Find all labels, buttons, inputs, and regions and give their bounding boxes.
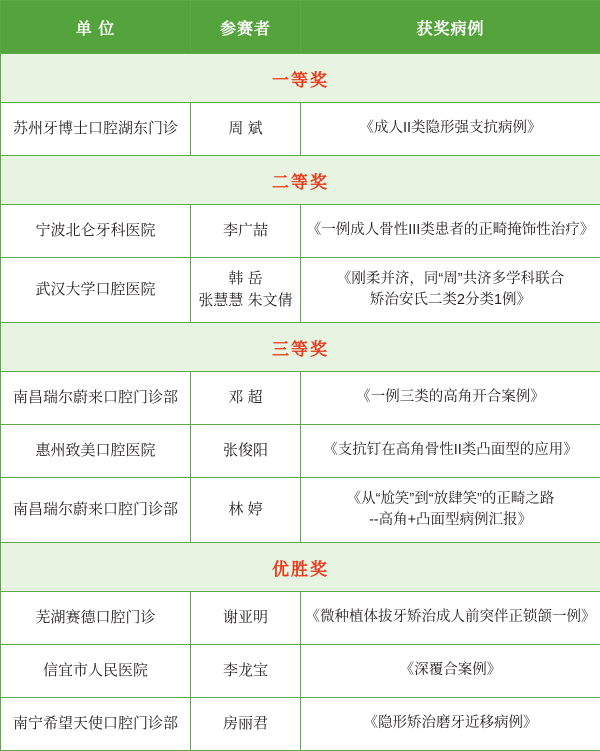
table-cell-case-line: 《隐形矫治磨牙近移病例》 xyxy=(301,713,600,734)
table-cell-unit xyxy=(1,103,191,156)
table-cell-participant-line: 李龙宝 xyxy=(191,660,300,682)
table-cell-case-line: 《一例三类的高角开合案例》 xyxy=(301,387,600,408)
table-cell-case xyxy=(301,478,600,543)
table-cell-unit-line: 芜湖赛德口腔门诊 xyxy=(1,607,190,629)
table-cell-unit xyxy=(1,372,191,425)
column-header-participant: 参赛者 xyxy=(191,1,301,54)
table-cell-participant-line: 林 婷 xyxy=(191,499,300,521)
table-cell-participant-line: 谢亚明 xyxy=(191,607,300,629)
table-cell-participant-line: 张慧慧 朱文倩 xyxy=(191,290,300,312)
table-cell-participant xyxy=(191,698,301,751)
award-section-row xyxy=(1,156,600,205)
table-row xyxy=(1,103,600,156)
table-cell-case-line: 《刚柔并济，同“周”共济多学科联合 xyxy=(301,269,600,290)
table-row xyxy=(1,645,600,698)
table-cell-unit-line: 南昌瑞尔蔚来口腔门诊部 xyxy=(1,387,190,409)
award-section-row xyxy=(1,54,600,103)
table-cell-unit xyxy=(1,592,191,645)
table-cell-case xyxy=(301,103,600,156)
table-cell-participant xyxy=(191,478,301,543)
column-header-unit: 单 位 xyxy=(1,1,191,54)
table-cell-unit-line: 信宜市人民医院 xyxy=(1,660,190,682)
table-cell-case xyxy=(301,425,600,478)
table-cell-unit xyxy=(1,478,191,543)
table-cell-unit xyxy=(1,425,191,478)
table-row xyxy=(1,425,600,478)
table-cell-unit-line: 南宁希望天使口腔门诊部 xyxy=(1,713,190,735)
table-cell-unit-line: 南昌瑞尔蔚来口腔门诊部 xyxy=(1,499,190,521)
table-cell-unit-line: 宁波北仑牙科医院 xyxy=(1,220,190,242)
award-section-label: 优胜奖 xyxy=(1,543,600,592)
table-cell-participant xyxy=(191,645,301,698)
table-cell-participant-line: 房丽君 xyxy=(191,713,300,735)
table-cell-participant xyxy=(191,592,301,645)
table-header xyxy=(1,1,600,54)
column-header-case: 获奖病例 xyxy=(301,1,600,54)
table-row xyxy=(1,205,600,258)
award-section-row xyxy=(1,323,600,372)
table-cell-participant-line: 周 斌 xyxy=(191,118,300,140)
table-cell-participant xyxy=(191,258,301,323)
table-body xyxy=(1,54,600,751)
table-cell-participant xyxy=(191,372,301,425)
table-cell-case xyxy=(301,258,600,323)
table-cell-case xyxy=(301,592,600,645)
table-cell-participant-line: 邓 超 xyxy=(191,387,300,409)
table-cell-unit xyxy=(1,645,191,698)
table-cell-case-line: 《从“尬笑”到“放肆笑”的正畸之路 xyxy=(301,489,600,510)
table-cell-case xyxy=(301,645,600,698)
table-cell-case-line: --高角+凸面型病例汇报》 xyxy=(301,510,600,531)
table-cell-unit-line: 苏州牙博士口腔湖东门诊 xyxy=(1,118,190,140)
table-cell-case-line: 《成人II类隐形强支抗病例》 xyxy=(301,118,600,139)
table-cell-unit-line: 惠州致美口腔医院 xyxy=(1,440,190,462)
table-cell-unit xyxy=(1,698,191,751)
table-row xyxy=(1,478,600,543)
table-row xyxy=(1,372,600,425)
table-row xyxy=(1,258,600,323)
award-section-label: 一等奖 xyxy=(1,54,600,103)
table-cell-case-line: 矫治安氏二类2分类1例》 xyxy=(301,290,600,311)
table-cell-case-line: 《一例成人骨性III类患者的正畸掩饰性治疗》 xyxy=(301,220,600,241)
table-cell-case xyxy=(301,372,600,425)
table-cell-case xyxy=(301,205,600,258)
award-section-label: 三等奖 xyxy=(1,323,600,372)
table-row xyxy=(1,592,600,645)
table-cell-participant-line: 张俊阳 xyxy=(191,440,300,462)
award-section-label: 二等奖 xyxy=(1,156,600,205)
table-cell-participant xyxy=(191,425,301,478)
table-header-row xyxy=(1,1,600,54)
table-cell-unit-line: 武汉大学口腔医院 xyxy=(1,279,190,301)
table-cell-participant-line: 韩 岳 xyxy=(191,268,300,290)
table-cell-unit xyxy=(1,258,191,323)
table-cell-case-line: 《微种植体拔牙矫治成人前突伴正锁颌一例》 xyxy=(301,607,600,628)
table-cell-case-line: 《支抗钉在高角骨性II类凸面型的应用》 xyxy=(301,440,600,461)
table-cell-participant xyxy=(191,205,301,258)
table-cell-participant-line: 李广喆 xyxy=(191,220,300,242)
table-cell-unit xyxy=(1,205,191,258)
table-cell-participant xyxy=(191,103,301,156)
table-cell-case xyxy=(301,698,600,751)
table-row xyxy=(1,698,600,751)
table-cell-case-line: 《深覆合案例》 xyxy=(301,660,600,681)
award-section-row xyxy=(1,543,600,592)
